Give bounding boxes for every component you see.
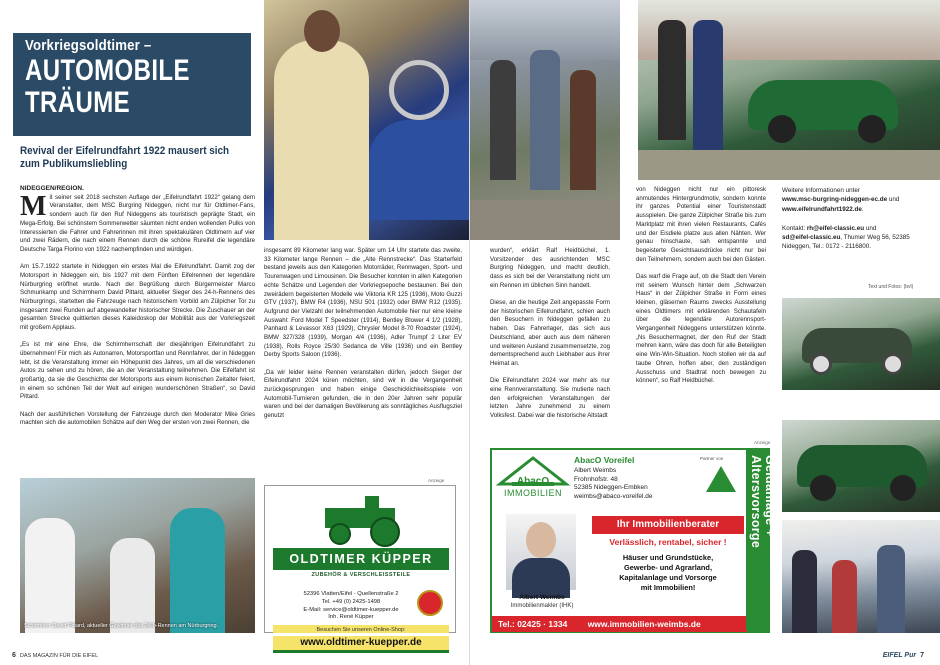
- tractor-icon: [265, 490, 457, 550]
- abaco-logo-top: AbacO: [516, 476, 550, 487]
- abaco-email[interactable]: weimbs@abaco-voreifel.de: [574, 492, 653, 500]
- abaco-logo-bottom: IMMOBILIEN: [503, 488, 562, 498]
- col3-para-2: Diese, an die heutige Zeit angepasste Form der historischen Eifelrundfahrt, schien auch den Besuchern in Nideggen gefallen zu haben. Das Fahrerlager, das sich aus Deutschland, aber auch aus dem näheren und weiteren Ausland zusammensetzte, zog dementsprechend auch Liebhaber aus ihrer Heimat an.: [490, 299, 610, 367]
- photo-man-back: [274, 40, 369, 240]
- abaco-services-2: Gewerbe- und Agrarland,: [623, 563, 713, 572]
- abaco-side-text: Geldanlage + Altersvorsorge: [749, 455, 777, 549]
- page-number-left: 6: [12, 652, 16, 659]
- right-page: [470, 0, 940, 665]
- photo-street-crowd: [470, 0, 620, 240]
- abaco-contact: [574, 467, 653, 501]
- col1-para-4: Nach der ausführlichen Vorstellung der Fahrzeuge durch den Moderator Mike Gries machten sich die automobilen Schätze auf den Weg der ersten von zwei Rennen, die: [20, 410, 255, 427]
- col2-para-1: insgesamt 89 Kilometer lang war. Später um 14 Uhr startete das zweite, 33 Kilometer lange Rennen – die „Alte Rennstrecke“. Das Starterfeld bestand jeweils aus den Kategorien Motorräder, Rennwagen, Sport- und Tourenwagen und Limousinen. Die Besucher konnten in allen Kategorien echte Schätze und Legenden der Vorkriegsepoche bestaunen. Bei den zweirädern begeisterten Modelle wie Viktoria KR 125 (1936), Moto Guzzi GTV (1937), BMW R4 (1936), NSU 501 (1932) oder BMW R12 (1935). Aufgrund der Vielzahl der teilnehmenden Automobile hier nur eine kleine Auswahl: Ford Model T Speedster (1914), Bentley Blower 4 1/2 (1928), Panhard & Levassor X63 (1929), Chrysler Model 8-70 Roadster (1924), BMW 327/328 (1939), Morgan 4/4 (1936), Adler Trumpf 2 Liter EV (1938), Rolls Royce 25/30 Sedanca de Ville (1936) und ein Bentley Derby Sports Saloon (1936).: [264, 247, 462, 359]
- photo-schirmherr: [20, 478, 255, 633]
- photo-person-1: [490, 60, 516, 180]
- article-col-2: [264, 247, 462, 429]
- photo-spectator-1: [792, 550, 817, 633]
- folio-left: [12, 652, 98, 659]
- article-dateline: NIDEGGEN/REGION.: [20, 185, 84, 192]
- brand-logo: EIFEL Pur: [882, 652, 917, 659]
- abaco-services-3: Kapitalanlage und Vorsorge: [619, 573, 717, 582]
- photo-spectator-3: [877, 545, 905, 633]
- photo-spectators: [782, 520, 940, 633]
- photo-racer-wheel-1: [810, 353, 832, 375]
- photo-man-head: [304, 10, 340, 52]
- info-und: und: [888, 196, 900, 204]
- abaco-street: Frohnhofstr. 48: [574, 475, 618, 483]
- abaco-portrait: [506, 514, 576, 590]
- photo-woman-white: [25, 518, 75, 633]
- kupper-tel: Tel. +49 (0) 2425-1498: [321, 598, 381, 605]
- article-kicker: Vorkriegsoldtimer –: [25, 37, 152, 54]
- person-role: Immobilienmakler (IHK): [510, 603, 574, 609]
- info-url-2[interactable]: www.eifelrundfahrt1922.de: [782, 205, 862, 213]
- abaco-claim: Verlässlich, rentabel, sicher !: [609, 537, 727, 547]
- kupper-shop-text: Besuchen Sie unseren Online-Shop:: [273, 625, 449, 633]
- photo-roadster-wheel-2: [890, 475, 916, 501]
- headline-line-2: TRÄUME: [25, 86, 131, 119]
- photo-wheel: [389, 60, 449, 120]
- info-box: [782, 186, 930, 252]
- abaco-company: AbacO Voreifel: [574, 455, 635, 465]
- abaco-side-banner: [746, 450, 777, 631]
- person-name: Albert Weimbs: [519, 594, 565, 601]
- photo-blue-roadster: [264, 0, 470, 240]
- photo-person-5: [693, 20, 723, 150]
- portrait-face: [526, 522, 556, 558]
- partner-label: Partner von: [700, 456, 724, 461]
- ad-kupper-label: Anzeige: [428, 478, 445, 483]
- photo-green-roadster: [782, 420, 940, 512]
- photo-green-car-plaza: [638, 0, 940, 180]
- col1-para-3: „Es ist mir eine Ehre, die Schirmherrschaft der diesjährigen Eifelrundfahrt zu übernehmen! Für mich als Autonarren, Motorsportfan und Rennfahrer, der in Nideggen lebt, ist die Veranstaltung immer ein Höhepunkt des Jahres, um all die verschiedenen Autos zu sehen und zu hören, die an der Veranstaltung teilnehmen. Die Eifelfahrt ist großartig, da sie die Geschichte der Motorsports aus einem ikonischen Zeitalter feiert, in einem so schönen Teil der Welt auf einigen wunderschönen Straßen“, so David Pittard.: [20, 341, 255, 401]
- photo-racer-wheel-2: [882, 353, 904, 375]
- abaco-footer: [492, 616, 748, 632]
- abaco-services-4: mit Immobilien!: [640, 583, 696, 592]
- photo-caption: Schirmherr David Pittard, aktueller Gewinner des 24-h-Rennen am Nürburgring.: [24, 623, 219, 629]
- info-url-1[interactable]: www.msc-burgring-nideggen-ec.de: [782, 196, 888, 204]
- kupper-url[interactable]: www.oldtimer-kuepper.de: [273, 636, 449, 653]
- article-col-4: [636, 186, 766, 394]
- info-email-1[interactable]: rh@eifel-classic.eu: [806, 224, 865, 232]
- page-number-right: 7: [920, 652, 924, 659]
- article-col-3: [490, 247, 610, 429]
- photo-roadster-wheel-1: [810, 475, 836, 501]
- ad-abaco-immobilien: [490, 448, 777, 633]
- kupper-address: 52396 Vlatten/Eifel - Quellenstraße 2: [303, 591, 399, 597]
- title-box: [13, 33, 251, 136]
- div-partner-logo-text: DIV: [716, 484, 726, 490]
- abaco-url[interactable]: www.immobilien-weimbs.de: [587, 619, 701, 629]
- kupper-contact: [291, 591, 411, 622]
- photo-spectator-2: [832, 560, 857, 633]
- photo-cobbles: [638, 150, 940, 180]
- photo-woman-2: [110, 538, 155, 633]
- folio-right: [883, 652, 928, 659]
- photo-person-2: [530, 50, 560, 190]
- col2-para-2: „Da wir leider keine Rennen veranstalten dürfen, jedoch Sieger der Eifelrundfahrt 2024 küren möchten, sind wir in die Vergangenheit zurückgesprungen und haben einige Geschicklichkeitsspiele von Automobil-Turnieren gefunden, die in den 20er Jahren sehr populär waren und bei der damaligen Bevölkerung als sonntägliches Ausflugsziel genutzt: [264, 368, 462, 420]
- article-col-1: [20, 185, 255, 437]
- headline-line-1: AUTOMOBILE: [25, 54, 190, 87]
- portrait-suit: [512, 558, 570, 598]
- kupper-title: OLDTIMER KÜPPER: [273, 548, 449, 570]
- info-und-2: und: [865, 224, 877, 232]
- photo-person-4: [658, 20, 686, 140]
- info-dot: .: [861, 205, 864, 213]
- photo-vintage-racer: [782, 298, 940, 390]
- article-subhead: Revival der Eifelrundfahrt 1922 mausert sich zum Publikumsliebling: [20, 145, 230, 170]
- photo-pittard: [170, 508, 225, 633]
- abaco-services-1: Häuser und Grundstücke,: [622, 553, 714, 562]
- abaco-tel[interactable]: Tel.: 02425 · 1334: [498, 619, 568, 629]
- kupper-subtitle: ZUBEHÖR & VERSCHLEISSTEILE: [311, 572, 411, 578]
- abaco-name: Albert Weimbs: [574, 467, 617, 474]
- photo-car-body: [369, 120, 470, 220]
- col3-para-3: Die Eifelrundfahrt 2024 war mehr als nur eine Rennveranstaltung. Sie mutierte nach den erfolgreichen Veranstaltungen der letzten Jahre zunehmend zu einem Volksfest. Dabei war die historische Altstadt: [490, 377, 610, 419]
- folio-left-text: DAS MAGAZIN FÜR DIE EIFEL: [19, 653, 99, 659]
- photo-wheel-3: [858, 115, 886, 143]
- info-email-2[interactable]: sd@eifel-classic.eu: [782, 234, 841, 242]
- col1-para-1: it seiner seit 2018 sechsten Auflage der „Eifelrundfahrt 1922“ gelang dem Veranstalter, dem MSC Burgring Nideggen, nicht nur für Oldtimer-Fans, sondern auch für den Ruf Nideggens als touristisch geprägte Stadt, ein Mega-Erfolg. Bei schönstem Sommerwetter säumten nicht enden wollenden Pulks von Interessierten die Fahrer und Fahrerinnen mit ihren spektakulären Oldtimern auf vier und zwei Rädern, die nach einem Rennen durch die schöne Rureifel die legendäre Deutsche Targa Florino von 1922 nachempfinden und würdigen.: [20, 193, 255, 253]
- info-address: , Thumer Weg 56, 52385 Nideggen, Tel.: 0172 - 2116800.: [782, 234, 910, 251]
- kupper-email: E-Mail: service@oldtimer-kuepper.de: [303, 606, 399, 613]
- abaco-banner: Ihr Immobilienberater: [592, 516, 744, 534]
- col4-para-1: von Nideggen nicht nur ein pittoresk anmutendes Hintergrundmotiv, sondern konnte ihr ganzes Potential einer Touristenstadt ausspielen. Die ganze Zülpicher Straße bis zum Marktplatz mit ihren vielen Restaurants, Cafés und der Eisdiele platze aus allen Nähten. Wer genau hinschaute, sah entspannte und begeisterte Gesichtsausdrücke nicht nur bei den Teilnehmern, sondern auch bei den Gästen.: [636, 186, 766, 263]
- kupper-seal-icon: [417, 590, 443, 616]
- info-kontakt-label: Kontakt:: [782, 224, 806, 232]
- ad-oldtimer-kupper: [264, 485, 456, 648]
- col4-para-2: Das warf die Frage auf, ob die Stadt den Verein mit seinem Wunsch hinter dem „Schwarzen Haus“ in der Zülpicher Straße in Form eines kleinen, gläsernen Raums zwecks Ausstellung eines Oldtimers mit erklärenden Schautafeln über die legendäre Autorennsport-Vergangenheit Nideggens unterstützen könnte. „Ns Besuchermagnet, der den Ruf der Stadt mehren kann, wäre das doch für alle Beteiligten eine Win-Win-Situation. Noch stollen wir da auf taube Ohren, hoffen aber, den zuständigen Ausschuss und Stadtrat noch bewegen zu können“, so Ralf Heidbüchel.: [636, 272, 766, 385]
- kupper-owner: Inh. René Küpper: [328, 614, 374, 621]
- photo-street: [470, 200, 620, 240]
- photo-wheel-2: [768, 115, 796, 143]
- abaco-services: [592, 553, 744, 593]
- abaco-city: 52385 Nideggen-Embken: [574, 484, 648, 491]
- col3-para-1: wurden“, erklärt Ralf Heidbüchel, 1. Vorsitzender des ausrichtenden MSC Burgring Nideggen, und macht deutlich, dass es sich bei der Veranstaltung nicht um ein Rennen im üblichen Sinn handelt.: [490, 247, 610, 289]
- col1-para-2: Am 15.7.1922 startete in Nideggen ein erstes Mal die Eifelrundfahrt. Damit zog der Motorsport in Nideggen ein, bis 1927 mit dem Fünften Eifelrennen der legendäre Nürburgring eröffnet wurde. Nach der Begrüßung durch Bürgermeister Marco Schmunkamp und Schirmherrn David Pittard, aktueller Sieger des 24-h-Rennens des Nürburgrings, startetten die Fahrzeuge nach historischem Vorbild am Zülpicher Tor zu insgesamt zwei Runden auf abgewandelter historischer Strecke. Die Zuschauer an der gesamten Strecke quittierten dieses Kaleidoskop der Mobilität aus der Vorkriegszeit mit großem Applaus.: [20, 263, 255, 332]
- info-intro: Weitere Informationen unter: [782, 187, 860, 194]
- article-dropcap: M: [20, 190, 47, 222]
- photo-credit: Text und Fotos: (bvl): [868, 284, 914, 290]
- photo-person-3: [570, 70, 596, 190]
- ad-weimbs-label: Anzeige: [754, 440, 771, 445]
